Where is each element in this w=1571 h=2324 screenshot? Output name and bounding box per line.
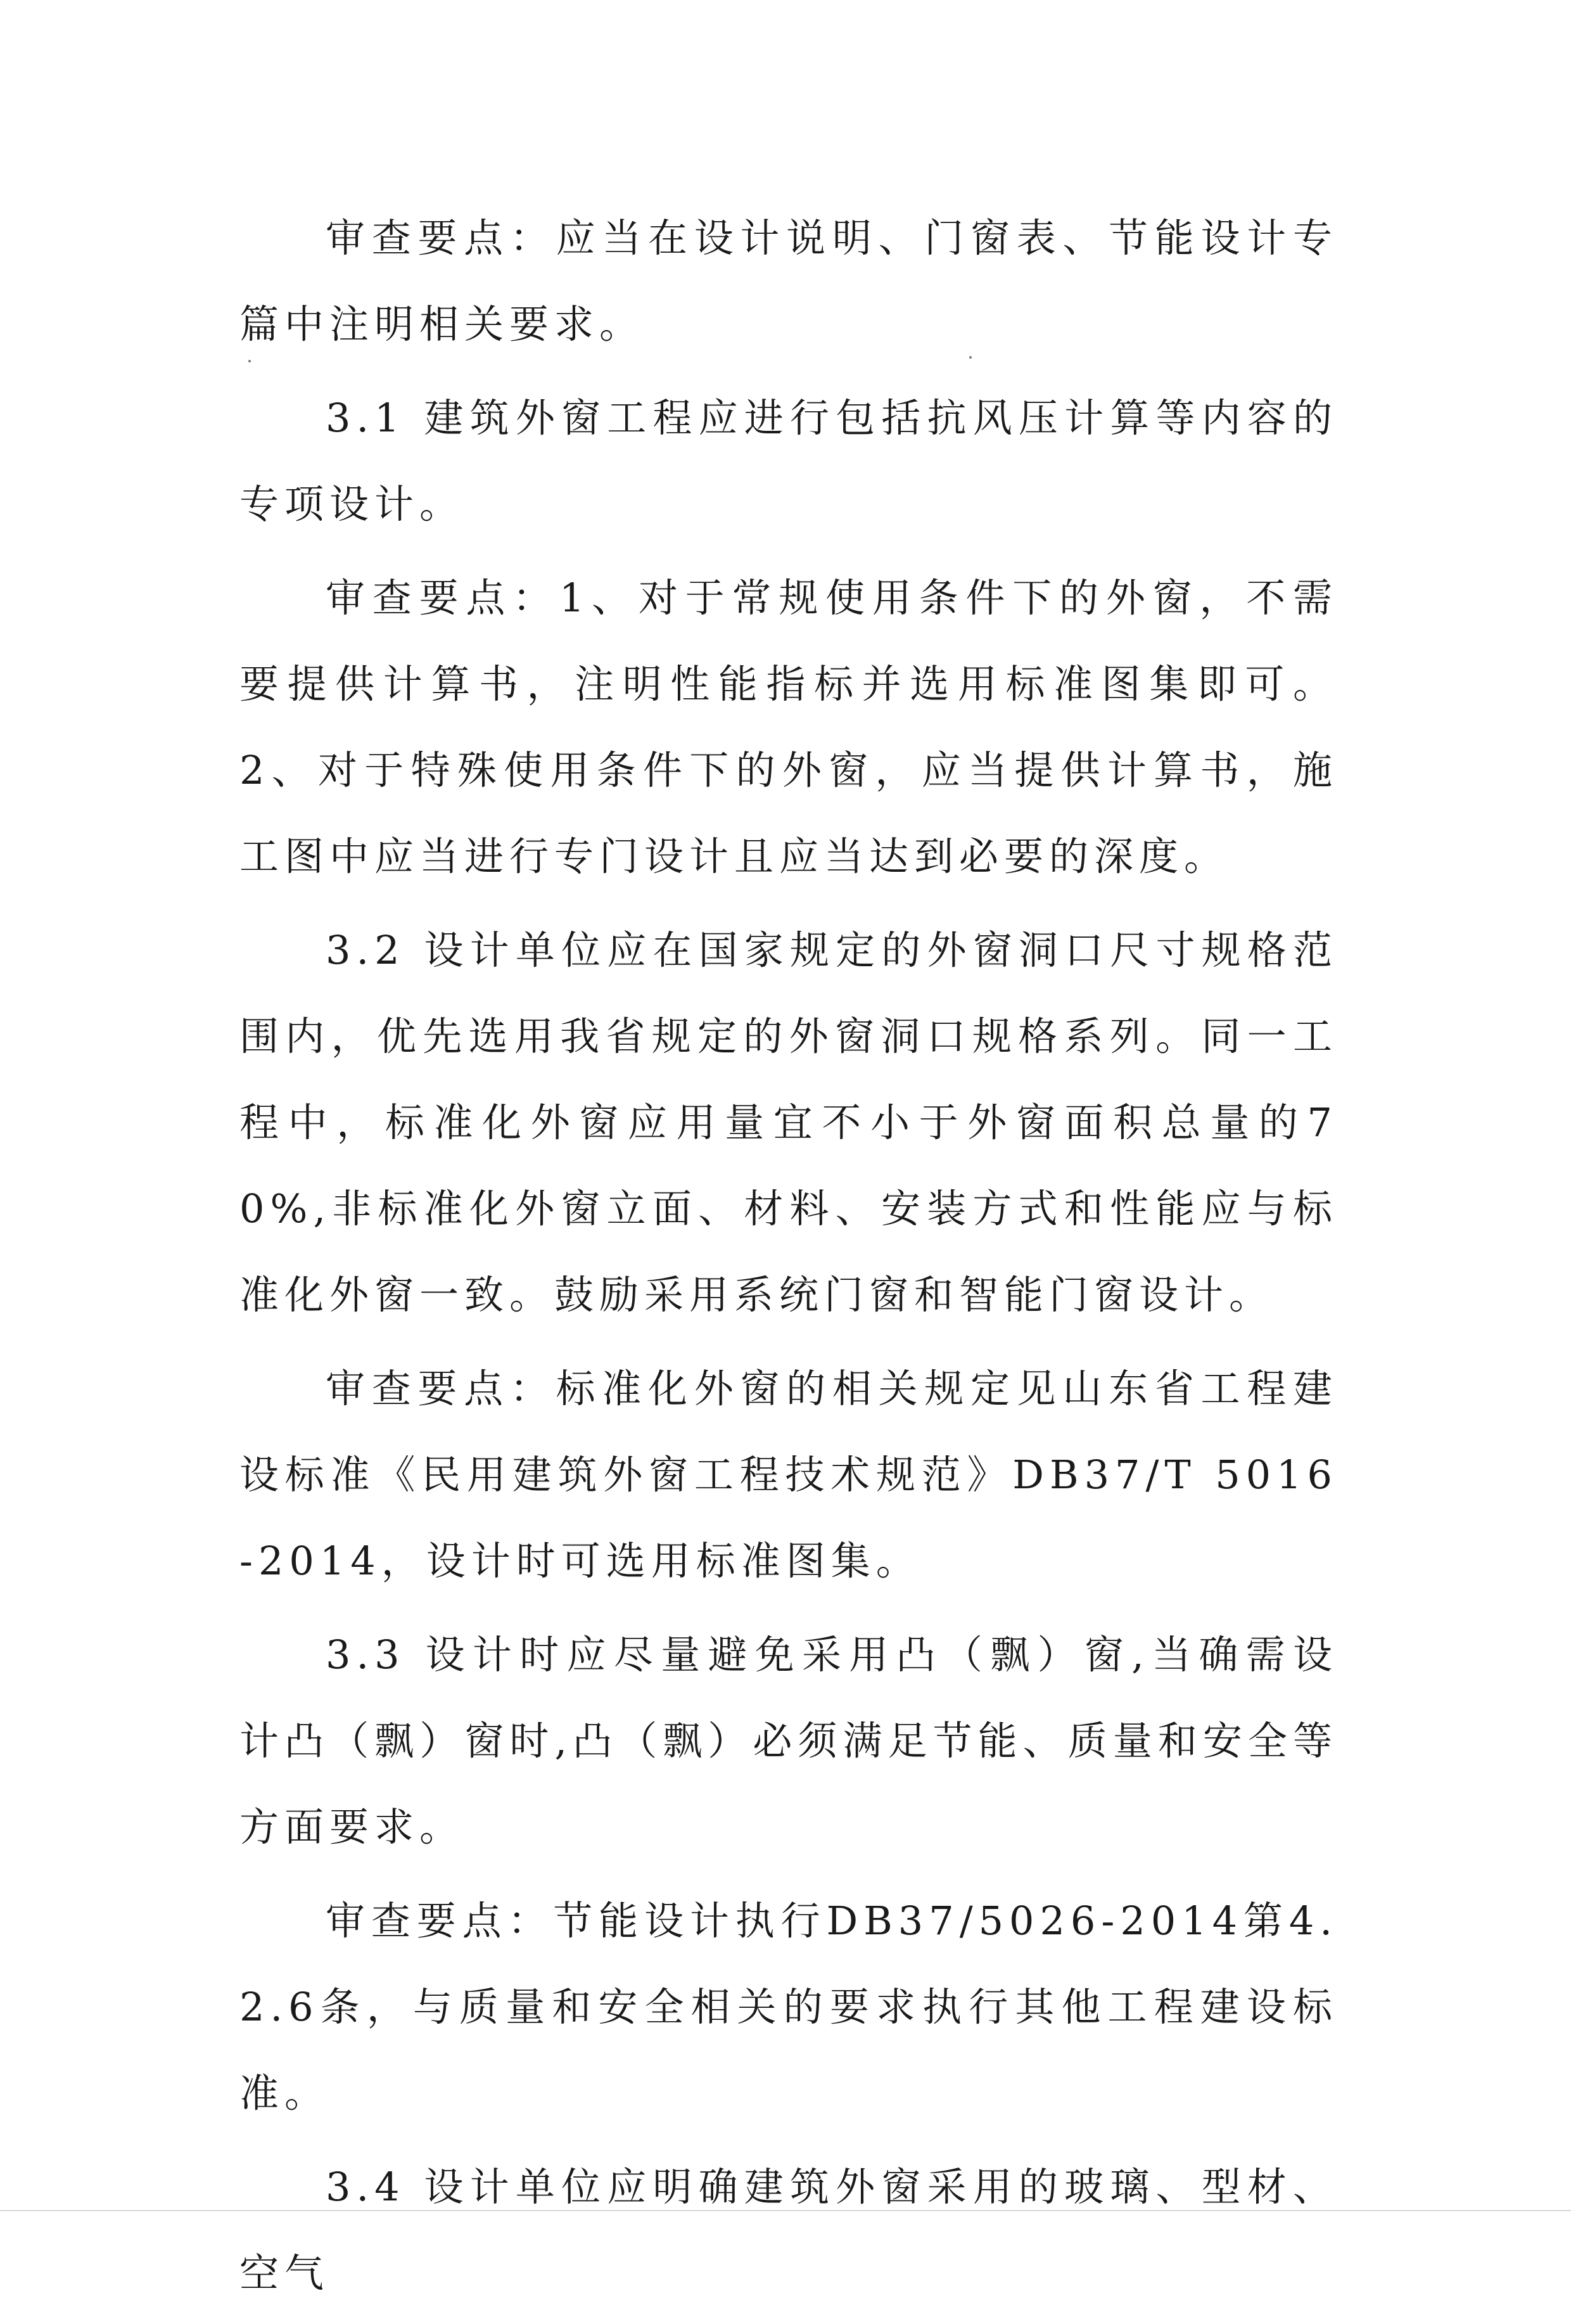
paragraph-review-note-4: 审查要点：节能设计执行DB37/5026-2014第4.2.6条，与质量和安全相关的要求执行其他工程建设标准。 xyxy=(239,1898,1338,2116)
document-body xyxy=(239,195,1338,2324)
scan-edge-line xyxy=(0,2210,1571,2211)
paragraph-review-note-3: 审查要点：标准化外窗的相关规定见山东省工程建设标准《民用建筑外窗工程技术规范》DB37/T 5016-2014，设计时可选用标准图集。 xyxy=(239,1365,1338,1584)
paragraph-clause-3-2: 3.2 设计单位应在国家规定的外窗洞口尺寸规格范围内，优先选用我省规定的外窗洞口规格系列。同一工程中，标准化外窗应用量宜不小于外窗面积总量的70%,非标准化外窗立面、材料、安装方式和性能应与标准化外窗一致。鼓励采用系统门窗和智能门窗设计。 xyxy=(239,927,1338,1318)
paragraph-review-note-2: 审查要点：1、对于常规使用条件下的外窗，不需要提供计算书，注明性能指标并选用标准图集即可。2、对于特殊使用条件下的外窗，应当提供计算书，施工图中应当进行专门设计且应当达到必要的深度。 xyxy=(239,575,1338,879)
paragraph-clause-3-3: 3.3 设计时应尽量避免采用凸（飘）窗,当确需设计凸（飘）窗时,凸（飘）必须满足节能、质量和安全等方面要求。 xyxy=(239,1631,1338,1850)
paragraph-clause-3-1: 3.1 建筑外窗工程应进行包括抗风压计算等内容的专项设计。 xyxy=(239,395,1338,527)
paragraph-review-note-1: 审查要点：应当在设计说明、门窗表、节能设计专篇中注明相关要求。 xyxy=(239,215,1338,347)
paragraph-clause-3-4: 3.4 设计单位应明确建筑外窗采用的玻璃、型材、空气 xyxy=(239,2164,1338,2296)
